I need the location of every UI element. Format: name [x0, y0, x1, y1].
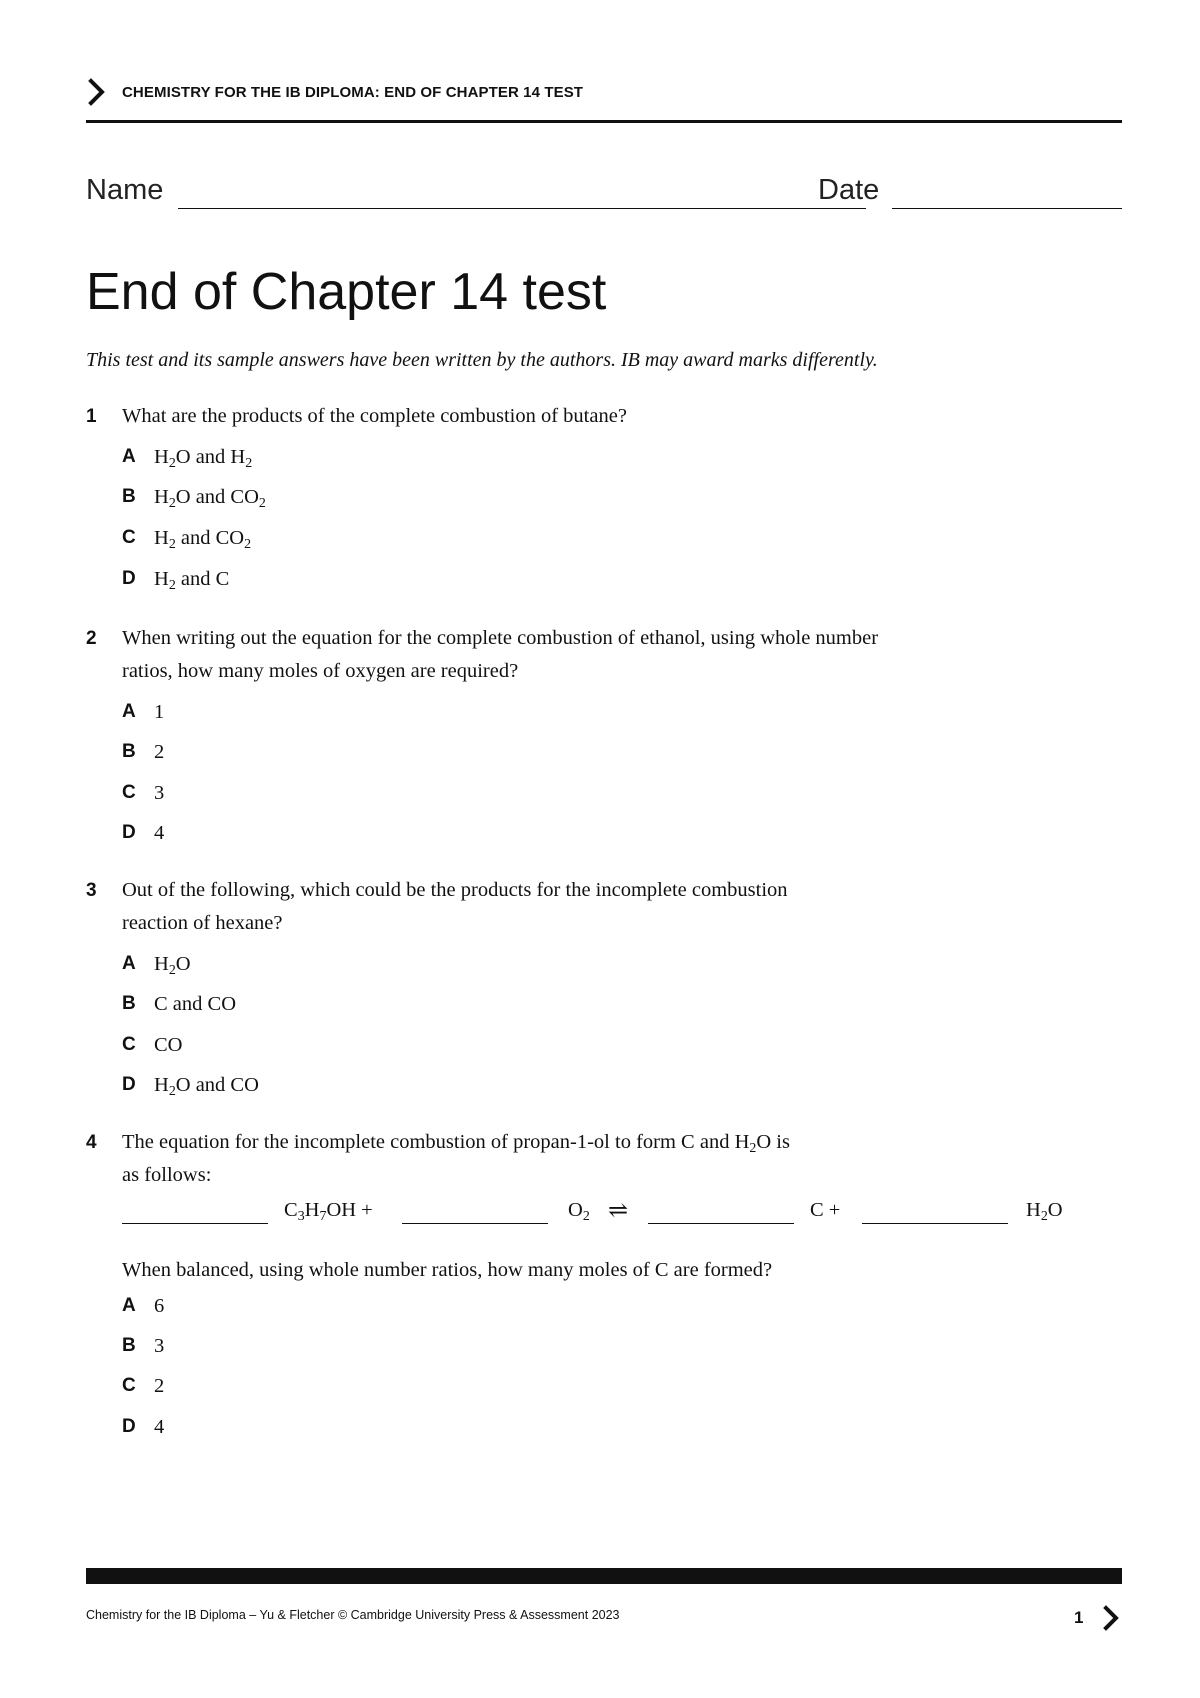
option-letter: B: [122, 993, 136, 1014]
stem-line: as follows:: [122, 1164, 212, 1186]
option-text: 2: [154, 741, 165, 763]
question-number: 4: [86, 1132, 97, 1153]
option-letter: B: [122, 486, 136, 507]
option-text: 4: [154, 822, 165, 844]
reaction-equation: [122, 1199, 1082, 1233]
chevron-right-icon: [86, 78, 108, 106]
equilibrium-arrow: ⇌: [608, 1198, 629, 1224]
option-letter: D: [122, 1416, 136, 1437]
chevron-right-icon[interactable]: [1102, 1604, 1120, 1632]
date-label: Date: [818, 174, 880, 206]
equation-term: $H_2O$: [1026, 1199, 1063, 1225]
page-title: End of Chapter 14 test: [86, 263, 607, 321]
option-text: C and CO: [154, 993, 236, 1015]
question-stem: [122, 622, 1022, 688]
option-text: $H_2O$ and $H_2$: [154, 446, 253, 472]
option-letter: C: [122, 782, 136, 803]
coefficient-blank[interactable]: [862, 1223, 1008, 1224]
coefficient-blank[interactable]: [648, 1223, 794, 1224]
option-letter: D: [122, 822, 136, 843]
option-letter: A: [122, 1295, 136, 1316]
page-number: 1: [1074, 1608, 1084, 1627]
header-title: CHEMISTRY FOR THE IB DIPLOMA: END OF CHAPTER 14 TEST: [122, 84, 584, 101]
stem-line: The equation for the incomplete combustion of propan-1-ol to form C and $H_2O$ is: [122, 1131, 790, 1157]
stem-line: When writing out the equation for the complete combustion of ethanol, using whole number: [122, 627, 879, 649]
question-stem: [122, 1126, 1022, 1192]
option-text: 4: [154, 1416, 165, 1438]
option-text: $H_2O$ and CO: [154, 1074, 259, 1100]
option-letter: D: [122, 568, 136, 589]
stem-line: Out of the following, which could be the products for the incomplete combustion: [122, 879, 788, 901]
option-text: $H_2$ and C: [154, 568, 230, 594]
option-text: 1: [154, 701, 165, 723]
question-number: 2: [86, 628, 97, 649]
option-text: $H_2O$: [154, 953, 191, 979]
option-text: 6: [154, 1295, 165, 1317]
option-text: 3: [154, 1335, 165, 1357]
option-text: 2: [154, 1375, 165, 1397]
stem-line: reaction of hexane?: [122, 912, 283, 934]
coefficient-blank[interactable]: [122, 1223, 268, 1224]
option-letter: C: [122, 1034, 136, 1055]
option-letter: B: [122, 1335, 136, 1356]
question-stem: What are the products of the complete combustion of butane?: [122, 405, 627, 427]
option-letter: D: [122, 1074, 136, 1095]
running-header: [86, 78, 1122, 123]
option-letter: C: [122, 1375, 136, 1396]
option-letter: A: [122, 701, 136, 722]
option-letter: A: [122, 953, 136, 974]
option-text: $H_2O$ and $CO_2$: [154, 486, 266, 512]
option-letter: C: [122, 527, 136, 548]
option-text: CO: [154, 1034, 183, 1056]
option-text: 3: [154, 782, 165, 804]
footer-rule: [86, 1568, 1122, 1584]
option-text: $H_2$ and $CO_2$: [154, 527, 252, 553]
name-field[interactable]: [178, 208, 866, 209]
coefficient-blank[interactable]: [402, 1223, 548, 1224]
equation-term: $O_2$: [568, 1199, 590, 1225]
footer-copyright: Chemistry for the IB Diploma – Yu & Fletcher © Cambridge University Press & Assessment 2023: [86, 1608, 620, 1622]
question-number: 1: [86, 406, 97, 427]
followup-text: When balanced, using whole number ratios, how many moles of C are formed?: [122, 1259, 773, 1281]
name-date-row: [86, 174, 1122, 214]
date-field[interactable]: [892, 208, 1122, 209]
equation-term: $C_3H_7OH$ +: [284, 1199, 373, 1225]
stem-line: ratios, how many moles of oxygen are required?: [122, 660, 519, 682]
option-letter: B: [122, 741, 136, 762]
option-letter: A: [122, 446, 136, 467]
subtitle: This test and its sample answers have been written by the authors. IB may award marks differently.: [86, 349, 878, 371]
name-label: Name: [86, 174, 164, 206]
question-stem: [122, 874, 1022, 940]
equation-term: C +: [810, 1199, 841, 1221]
question-number: 3: [86, 880, 97, 901]
